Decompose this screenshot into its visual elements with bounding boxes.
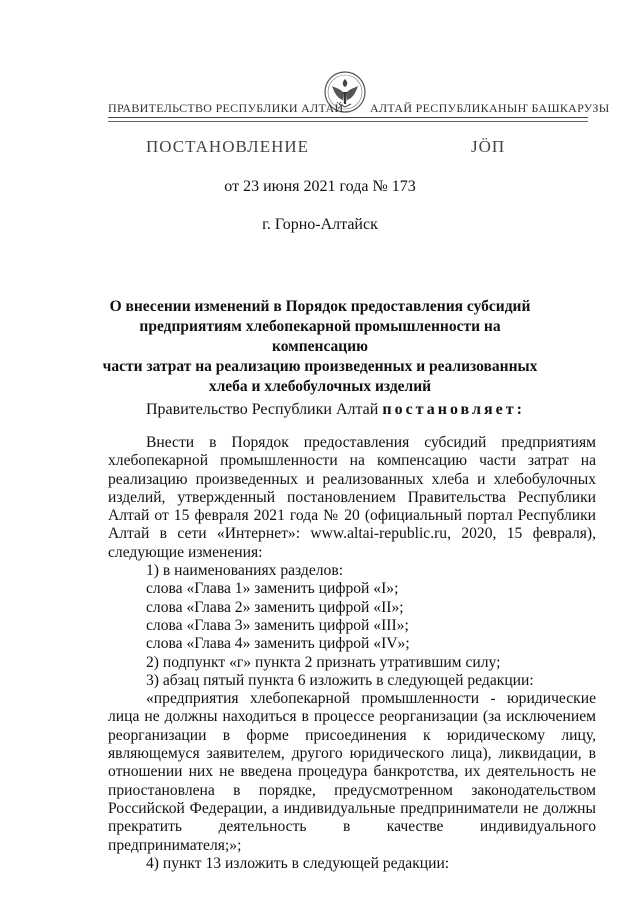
title-line: О внесении изменений в Порядок предоставления субсидий bbox=[109, 298, 531, 315]
body-paragraph-intro: Внести в Порядок предоставления субсидий предприятиям хлебопекарной промышленности на компенсацию части затрат на реализацию произведенных и реализованных хлеба и хлебобулочных изделий, утвержденный постановлением Правительства Республики Алтай от 15 февраля 2021 года № 20 (официальный портал Республики Алтай в сети «Интернет»: www.altai-republic.ru, 2020, 15 февраля), следующие изменения: bbox=[108, 434, 596, 561]
list-item: 3) абзац пятый пункта 6 изложить в следующей редакции: bbox=[146, 671, 534, 689]
document-date-number: от 23 июня 2021 года № 173 bbox=[224, 178, 416, 195]
list-item: слова «Глава 2» заменить цифрой «II»; bbox=[146, 598, 404, 616]
decree-verb: постановляет: bbox=[382, 401, 525, 418]
title-line: хлеба и хлебобулочных изделий bbox=[208, 378, 432, 395]
header-rule-bottom bbox=[108, 121, 588, 122]
government-name-russian: ПРАВИТЕЛЬСТВО РЕСПУБЛИКИ АЛТАЙ bbox=[108, 101, 344, 115]
list-item: 2) подпункт «г» пункта 2 признать утратившим силу; bbox=[146, 653, 501, 671]
doc-type-russian: ПОСТАНОВЛЕНИЕ bbox=[146, 137, 310, 156]
title-line: части затрат на реализацию произведенных и реализованных bbox=[102, 358, 538, 375]
document-body bbox=[108, 434, 596, 873]
list-item: слова «Глава 3» заменить цифрой «III»; bbox=[146, 616, 409, 634]
list-item: слова «Глава 1» заменить цифрой «I»; bbox=[146, 580, 399, 598]
list-item: слова «Глава 4» заменить цифрой «IV»; bbox=[146, 635, 410, 653]
quoted-paragraph: «предприятия хлебопекарной промышленности - юридические лица не должны находиться в процессе реорганизации (за исключением реорганизации в форме присоединения к юридическому лицу, являющемуся заявителем, другого юридического лица), ликвидации, в отношении них не введена процедура банкротства, их деятельность не приостановлена в порядке, предусмотренном законодательством Российской Федерации, а индивидуальные предприниматели не должны прекратить деятельность в качестве индивидуального предпринимателя;»; bbox=[108, 690, 596, 854]
doc-type-altai: ЈӦП bbox=[471, 137, 506, 156]
government-name-altai: АЛТАЙ РЕСПУБЛИКАНЫҤ БАШКАРУЗЫ bbox=[370, 101, 610, 115]
list-item: 1) в наименованиях разделов: bbox=[146, 562, 344, 580]
header-rule-top bbox=[108, 117, 588, 118]
title-line: предприятиям хлебопекарной промышленности на компенсацию bbox=[139, 318, 501, 355]
decree-statement bbox=[146, 401, 525, 419]
document-title bbox=[100, 297, 540, 397]
list-item: 4) пункт 13 изложить в следующей редакции: bbox=[146, 854, 450, 872]
document-city: г. Горно-Алтайск bbox=[262, 216, 378, 233]
decree-prefix: Правительство Республики Алтай bbox=[146, 401, 383, 418]
